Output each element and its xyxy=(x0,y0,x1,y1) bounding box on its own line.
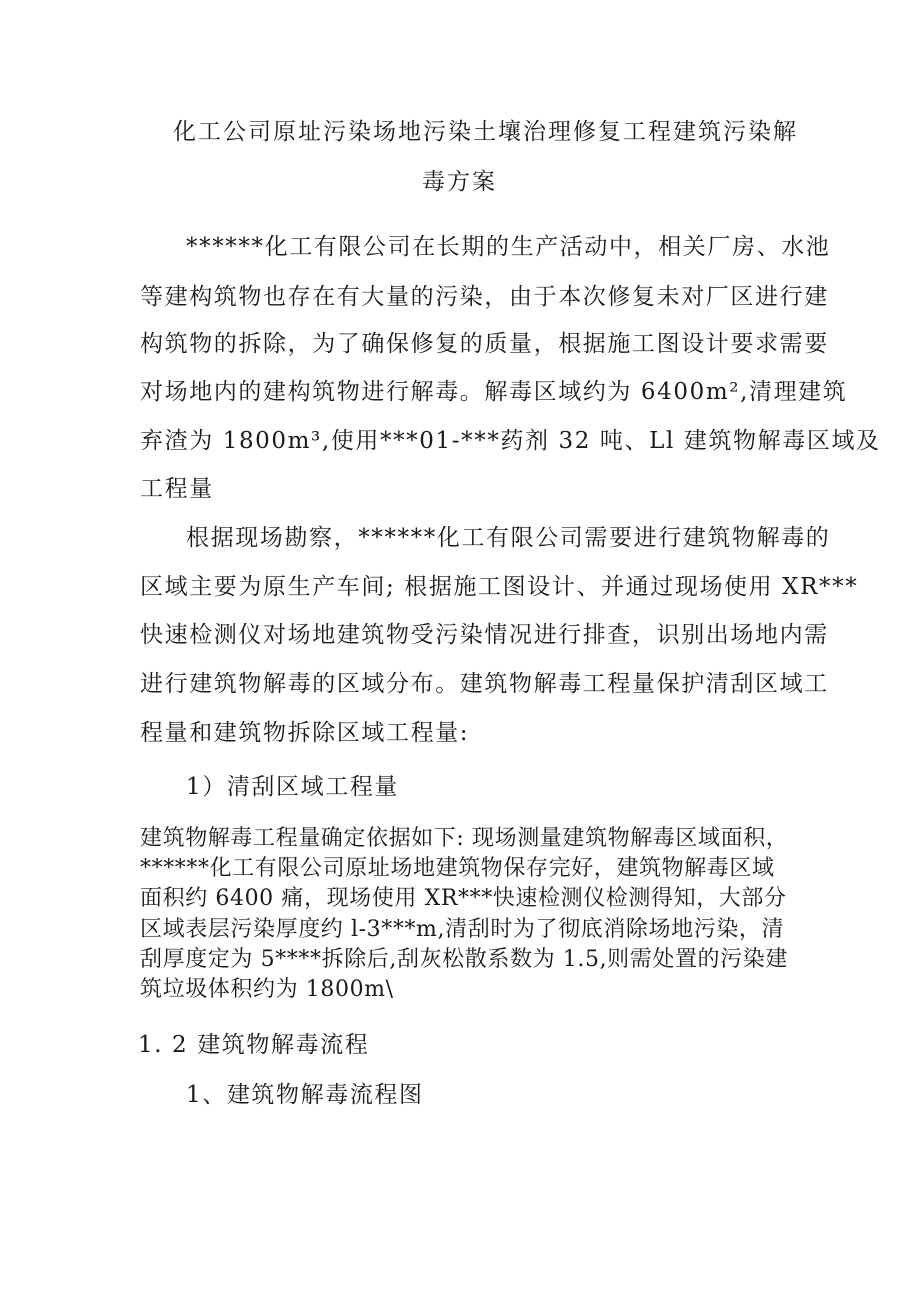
paragraph-line: 筑垃圾体积约为 1800m\ xyxy=(140,977,394,1002)
paragraph-line: 对场地内的建构筑物进行解毒。解毒区域约为 6400m²,清理建筑 xyxy=(140,379,848,405)
list-item-2: 1、建筑物解毒流程图 xyxy=(186,1082,424,1108)
paragraph-line: 快速检测仪对场地建筑物受污染情况进行排查，识别出场地内需 xyxy=(140,622,829,648)
paragraph-line: 刮厚度定为 5****拆除后,刮灰松散系数为 1.5,则需处置的污染建 xyxy=(140,947,788,972)
paragraph-line: 等建构筑物也存在有大量的污染，由于本次修复未对厂区进行建 xyxy=(140,284,829,310)
section-heading: 1. 2 建筑物解毒流程 xyxy=(138,1032,370,1058)
paragraph-line: ******化工有限公司在长期的生产活动中，相关厂房、水池 xyxy=(186,234,831,260)
list-item-1: 1）清刮区域工程量 xyxy=(186,774,400,800)
paragraph-line: 建筑物解毒工程量确定依据如下: 现场测量建筑物解毒区域面积， xyxy=(140,826,789,851)
paragraph-line: 工程量 xyxy=(140,476,214,502)
paragraph-line: 根据现场勘察，******化工有限公司需要进行建筑物解毒的 xyxy=(186,525,831,551)
paragraph-line: ******化工有限公司原址场地建筑物保存完好，建筑物解毒区域 xyxy=(140,856,775,881)
document-title-line-2: 毒方案 xyxy=(422,169,497,195)
paragraph-line: 程量和建筑物拆除区域工程量: xyxy=(140,720,470,746)
document-title-line-1: 化工公司原址污染场地污染土壤治理修复工程建筑污染解 xyxy=(173,119,798,145)
paragraph-line: 区域主要为原生产车间; 根据施工图设计、并通过现场使用 XR*** xyxy=(140,574,859,600)
paragraph-line: 进行建筑物解毒的区域分布。建筑物解毒工程量保护清刮区域工 xyxy=(140,671,829,697)
paragraph-line: 区域表层污染厚度约 l-3***m,清刮时为了彻底消除场地污染，清 xyxy=(140,917,785,942)
paragraph-line: 构筑物的拆除，为了确保修复的质量，根据施工图设计要求需要 xyxy=(140,331,829,357)
paragraph-line: 面积约 6400 痛，现场使用 XR***快速检测仪检测得知，大部分 xyxy=(140,886,787,911)
paragraph-line: 弃渣为 1800m³,使用***01-***药剂 32 吨、Ll 建筑物解毒区域及 xyxy=(140,428,881,454)
